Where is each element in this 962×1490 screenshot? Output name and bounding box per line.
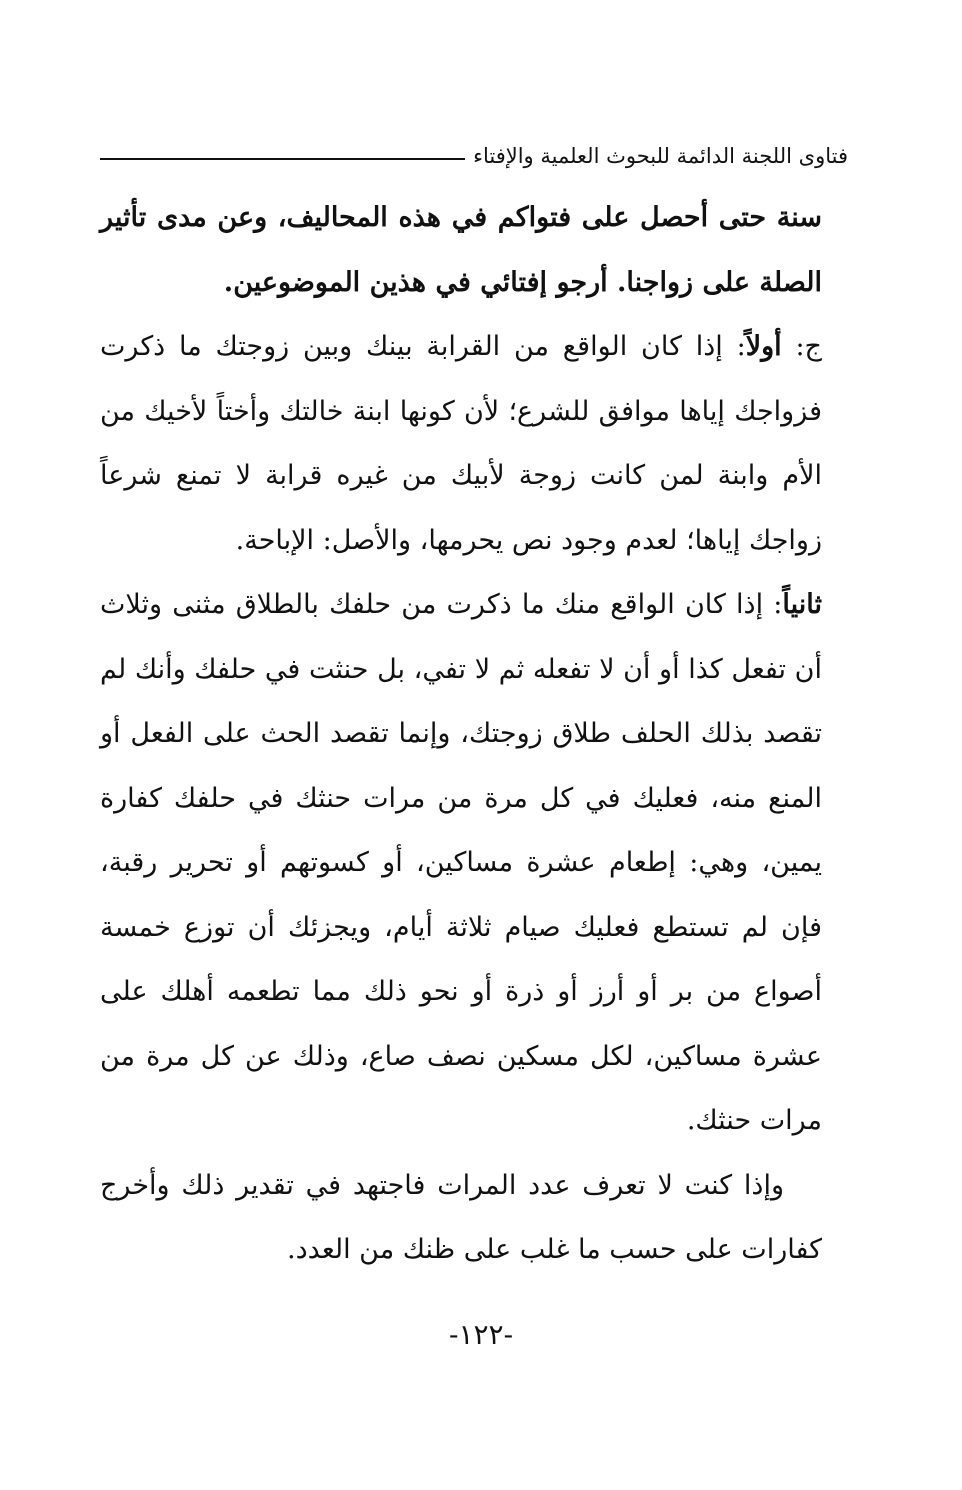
answer-second-paragraph [100, 573, 822, 1154]
question-text: سنة حتى أحصل على فتواكم في هذه المحاليف، وعن مدى تأثير الصلة على زواجنا. أرجو إفتائي في هذين الموضوعين. [100, 202, 822, 298]
running-header [100, 138, 848, 174]
second-point-label: ثانياً [782, 589, 822, 620]
first-point-label: أولاً [745, 331, 782, 362]
page-body [100, 186, 822, 1283]
second-point-text: : إذا كان الواقع منك ما ذكرت من حلفك بالطلاق مثنى وثلاث أن تفعل كذا أو أن لا تفعله ثم لا تفي، بل حنثت في حلفك وأنك لم تقصد بذلك الحلف طلاق زوجتك، وإنما تقصد الحث على الفعل أو المنع منه، فعليك في كل مرة من مرات حنثك في حلفك كفارة يمين، وهي: إطعام عشرة مساكين، أو كسوتهم أو تحرير رقبة، فإن لم تستطع فعليك صيام ثلاثة أيام، ويجزئك أن توزع خمسة أصواع من بر أو أرز أو ذرة أو نحو ذلك مما تطعمه أهلك على عشرة مساكين، لكل مسكين نصف صاع، وذلك عن كل مرة من مرات حنثك. [100, 589, 822, 1136]
closing-paragraph: وإذا كنت لا تعرف عدد المرات فاجتهد في تقدير ذلك وأخرج كفارات على حسب ما غلب على ظنك من العدد. [100, 1169, 822, 1265]
first-point-text: : إذا كان الواقع من القرابة بينك وبين زوجتك ما ذكرت فزواجك إياها موافق للشرع؛ لأن كونها ابنة خالتك وأختاً لأخيك من الأم وابنة لمن كانت زوجة لأبيك من غيره قرابة لا تمنع شرعاً زواجك إياها؛ لعدم وجود نص يحرمها، والأصل: الإباحة. [100, 331, 822, 556]
answer-first-paragraph [100, 315, 822, 573]
header-rule [100, 158, 465, 160]
answer-prefix: ج: [781, 331, 822, 362]
page-number: -١٢٢- [448, 1318, 514, 1351]
header-title: فتاوى اللجنة الدائمة للبحوث العلمية والإفتاء [473, 144, 848, 168]
